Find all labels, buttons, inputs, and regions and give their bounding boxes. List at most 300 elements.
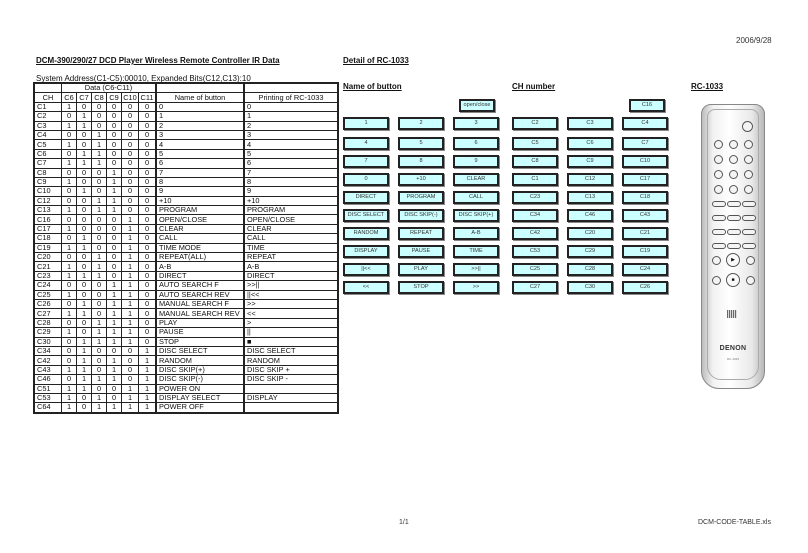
printing-cell: 9 [244,187,338,196]
remote-oval-key-icon [727,201,741,207]
remote-oval-key-icon [712,201,726,207]
bit-cell: 0 [62,356,77,365]
printing-cell [244,403,338,413]
ch-cell: C53 [34,393,62,402]
printing-cell: 7 [244,168,338,177]
printing-cell: >>|| [244,281,338,290]
bit-cell: 1 [122,384,139,393]
table-row [34,346,338,355]
ch-number-box: C26 [622,281,668,294]
bit-cell: 1 [92,253,107,262]
button-name-box: REPEAT [398,227,444,240]
remote-key-icon [714,170,723,179]
button-name-cell: 0 [156,102,244,111]
table-row [34,365,338,374]
remote-skip-back-icon [712,256,721,265]
remote-key-icon [744,155,753,164]
bit-cell: 0 [139,187,157,196]
button-name-box: << [343,281,389,294]
bit-cell: 1 [139,403,157,413]
bit-cell: 0 [92,243,107,252]
ch-cell: C13 [34,206,62,215]
ch-number-box: C27 [512,281,558,294]
bit-cell: 1 [62,271,77,280]
ch-number-box: C6 [567,137,613,150]
ch-number-box: C23 [512,191,558,204]
bit-cell: 1 [122,234,139,243]
bit-cell: 1 [62,262,77,271]
bit-cell: 1 [139,375,157,384]
table-row [34,328,338,337]
bit-cell: 0 [139,262,157,271]
bit-cell: 1 [77,243,92,252]
table-row [34,121,338,130]
bit-cell: 0 [77,262,92,271]
remote-control-image [701,104,765,389]
bit-cell: 1 [92,393,107,402]
bit-cell: 1 [77,271,92,280]
bit-cell: 1 [62,159,77,168]
bit-cell: 1 [107,337,122,346]
table-row [34,403,338,413]
bit-cell: 0 [92,281,107,290]
table-row [34,290,338,299]
ch-cell: C30 [34,337,62,346]
button-name-cell: STOP [156,337,244,346]
bit-cell: 1 [62,121,77,130]
ch-number-box: C12 [567,173,613,186]
bit-cell: 0 [62,253,77,262]
printing-cell: 3 [244,130,338,139]
bit-cell: 0 [92,234,107,243]
page-number: 1/1 [399,519,409,526]
printing-cell: > [244,318,338,327]
printing-cell: DISC SKIP - [244,375,338,384]
bit-cell: 0 [92,224,107,233]
compact-disc-logo-icon [727,310,737,318]
ch-number-box: C21 [622,227,668,240]
bit-cell: 1 [62,384,77,393]
ch-cell: C51 [34,384,62,393]
remote-key-icon [714,155,723,164]
button-name-cell: DISPLAY SELECT [156,393,244,402]
button-name-box: RANDOM [343,227,389,240]
printing-cell: ||<< [244,290,338,299]
bit-cell: 0 [92,365,107,374]
button-name-cell: 7 [156,168,244,177]
button-name-cell: 5 [156,149,244,158]
bit-cell: 1 [122,393,139,402]
bit-cell: 1 [122,290,139,299]
printing-cell: 5 [244,149,338,158]
ch-cell: C18 [34,234,62,243]
button-name-box: STOP [398,281,444,294]
table-row [34,177,338,186]
printing-cell: DIRECT [244,271,338,280]
ch-number-box: C34 [512,209,558,222]
empty-header-cell [156,83,244,93]
bit-cell: 0 [92,168,107,177]
bit-cell: 0 [77,140,92,149]
ch-cell: C17 [34,224,62,233]
bit-cell: 1 [107,281,122,290]
button-name-box: ||<< [343,263,389,276]
button-name-box: TIME [453,245,499,258]
remote-key-icon [714,140,723,149]
bit-cell: 1 [122,281,139,290]
bit-cell: 0 [77,196,92,205]
printing-cell: DISC SKIP + [244,365,338,374]
bit-cell: 1 [62,206,77,215]
printing-cell: CLEAR [244,224,338,233]
ch-number-box: C30 [567,281,613,294]
bit-cell: 0 [139,234,157,243]
bit-cell: 0 [122,140,139,149]
bit-cell: 0 [139,337,157,346]
table-row [34,393,338,402]
bit-cell: 1 [77,337,92,346]
ch-cell: C29 [34,328,62,337]
bit-cell: 0 [139,328,157,337]
bit-cell: 0 [122,365,139,374]
remote-play-icon: ▶ [726,253,740,267]
bit-cell: 1 [77,299,92,308]
bit-cell: 0 [92,215,107,224]
table-row [34,215,338,224]
ch-cell: C26 [34,299,62,308]
bit-cell: 0 [77,130,92,139]
bit-cell: 0 [77,393,92,402]
ch-cell: C4 [34,130,62,139]
bit-cell: 0 [139,253,157,262]
button-name-cell: POWER OFF [156,403,244,413]
bit-cell: 0 [139,318,157,327]
ch-number-box: C24 [622,263,668,276]
bit-cell: 0 [62,112,77,121]
bit-cell: 1 [122,271,139,280]
col-header-c11: C11 [139,93,157,102]
ch-number-box: C29 [567,245,613,258]
bit-cell: 1 [92,318,107,327]
ch-number-box: C42 [512,227,558,240]
table-row [34,375,338,384]
ch-cell: C27 [34,309,62,318]
bit-cell: 1 [107,375,122,384]
button-name-box: >>|| [453,263,499,276]
button-name-box: DISC SELECT [343,209,389,222]
bit-cell: 0 [122,149,139,158]
bit-cell: 0 [107,130,122,139]
bit-cell: 0 [77,177,92,186]
bit-cell: 1 [122,403,139,413]
bit-cell: 0 [122,346,139,355]
table-row [34,318,338,327]
bit-cell: 1 [122,309,139,318]
bit-cell: 1 [62,403,77,413]
ch-number-box: C28 [567,263,613,276]
button-name-cell: PROGRAM [156,206,244,215]
bit-cell: 0 [62,196,77,205]
button-name-box: DISC SKIP(+) [453,209,499,222]
remote-key-icon [729,155,738,164]
bit-cell: 1 [77,112,92,121]
bit-cell: 0 [77,328,92,337]
ch-number-box: C2 [512,117,558,130]
bit-cell: 1 [107,206,122,215]
printing-cell: CALL [244,234,338,243]
bit-cell: 0 [92,121,107,130]
table-row [34,309,338,318]
bit-cell: 1 [77,384,92,393]
bit-cell: 0 [122,112,139,121]
bit-cell: 1 [92,159,107,168]
bit-cell: 0 [107,140,122,149]
bit-cell: 0 [139,196,157,205]
bit-cell: 0 [107,253,122,262]
bit-cell: 0 [139,130,157,139]
bit-cell: 1 [122,215,139,224]
bit-cell: 1 [92,375,107,384]
bit-cell: 0 [139,102,157,111]
remote-oval-key-icon [742,243,756,249]
table-row [34,262,338,271]
remote-open-close-icon [742,121,753,132]
bit-cell: 1 [92,328,107,337]
bit-cell: 0 [107,224,122,233]
table-row [34,140,338,149]
printing-cell: PROGRAM [244,206,338,215]
bit-cell: 1 [107,168,122,177]
button-name-cell: REPEAT(ALL) [156,253,244,262]
ch-cell: C19 [34,243,62,252]
button-name-box: +10 [398,173,444,186]
remote-model: RC-1033 [726,357,739,361]
bit-cell: 1 [92,149,107,158]
bit-cell: 1 [107,290,122,299]
remote-oval-key-icon [727,215,741,221]
printing-cell: || [244,328,338,337]
printing-cell: A-B [244,262,338,271]
button-name-cell: POWER ON [156,384,244,393]
ch-number-box: C46 [567,209,613,222]
bit-cell: 0 [139,121,157,130]
table-row [34,187,338,196]
ch-number-box: C18 [622,191,668,204]
ch-cell: C24 [34,281,62,290]
remote-oval-key-icon [742,201,756,207]
printing-cell [244,384,338,393]
printing-cell: +10 [244,196,338,205]
bit-cell: 1 [62,243,77,252]
bit-cell: 1 [62,177,77,186]
document-title: DCM-390/290/27 DCD Player Wireless Remote Controller IR Data [36,56,280,65]
button-name-cell: 4 [156,140,244,149]
bit-cell: 1 [122,224,139,233]
bit-cell: 0 [92,112,107,121]
system-address-note: System Address(C1-C5):00010, Expanded Bits(C12,C13):10 [36,74,251,83]
table-row [34,299,338,308]
remote-stop-icon: ■ [726,273,740,287]
bit-cell: 0 [92,356,107,365]
bit-cell: 1 [77,346,92,355]
remote-brand: DENON [719,345,747,352]
bit-cell: 1 [107,187,122,196]
bit-cell: 1 [92,337,107,346]
ch-number-box: C25 [512,263,558,276]
col-header-c7: C7 [77,93,92,102]
bit-cell: 0 [107,215,122,224]
bit-cell: 0 [139,299,157,308]
bit-cell: 1 [77,234,92,243]
button-name-cell: DISC SKIP(+) [156,365,244,374]
ir-data-table [33,82,339,414]
button-name-cell: PLAY [156,318,244,327]
bit-cell: 1 [92,196,107,205]
button-name-box: 4 [343,137,389,150]
bit-cell: 0 [139,140,157,149]
bit-cell: 0 [62,375,77,384]
bit-cell: 1 [62,102,77,111]
bit-cell: 0 [139,243,157,252]
ch-cell: C43 [34,365,62,374]
button-name-cell: 6 [156,159,244,168]
button-name-cell: 9 [156,187,244,196]
remote-rewind-icon [712,276,721,285]
bit-cell: 1 [62,309,77,318]
remote-key-icon [729,185,738,194]
printing-cell: 6 [244,159,338,168]
col-header-c9: C9 [107,93,122,102]
bit-cell: 0 [122,206,139,215]
bit-cell: 1 [107,309,122,318]
table-row [34,224,338,233]
name-of-button-heading: Name of button [343,82,402,91]
printing-cell: DISPLAY [244,393,338,402]
bit-cell: 0 [77,206,92,215]
button-name-box: PROGRAM [398,191,444,204]
remote-skip-forward-icon [746,256,755,265]
table-row [34,168,338,177]
table-row [34,196,338,205]
bit-cell: 1 [77,309,92,318]
button-name-cell: PAUSE [156,328,244,337]
bit-cell: 1 [92,140,107,149]
button-name-box: PAUSE [398,245,444,258]
bit-cell: 0 [107,346,122,355]
ch-cell: C21 [34,262,62,271]
ch-number-box: C10 [622,155,668,168]
table-row [34,159,338,168]
bit-cell: 1 [77,149,92,158]
bit-cell: 1 [92,206,107,215]
printing-cell: RANDOM [244,356,338,365]
remote-key-icon [714,185,723,194]
bit-cell: 1 [122,299,139,308]
remote-oval-key-icon [712,229,726,235]
printing-cell: OPEN/CLOSE [244,215,338,224]
bit-cell: 0 [122,102,139,111]
bit-cell: 1 [77,159,92,168]
bit-cell: 0 [77,318,92,327]
bit-cell: 0 [107,393,122,402]
bit-cell: 1 [139,346,157,355]
button-name-box: 3 [453,117,499,130]
bit-cell: 0 [122,159,139,168]
ch-cell: C42 [34,356,62,365]
bit-cell: 0 [107,384,122,393]
col-header-c8: C8 [92,93,107,102]
ch-number-box: C53 [512,245,558,258]
bit-cell: 1 [107,403,122,413]
bit-cell: 0 [62,337,77,346]
bit-cell: 0 [107,112,122,121]
bit-cell: 0 [122,130,139,139]
bit-cell: 1 [107,356,122,365]
bit-cell: 1 [107,196,122,205]
col-header-ch: CH [34,93,62,102]
bit-cell: 0 [139,290,157,299]
bit-cell: 0 [107,262,122,271]
button-name-box: CALL [453,191,499,204]
bit-cell: 0 [77,403,92,413]
bit-cell: 0 [92,187,107,196]
bit-cell: 0 [77,290,92,299]
table-header-row [34,93,338,102]
bit-cell: 1 [122,253,139,262]
bit-cell: 0 [92,346,107,355]
bit-cell: 1 [122,318,139,327]
button-name-box: 6 [453,137,499,150]
bit-cell: 0 [92,384,107,393]
bit-cell: 0 [107,149,122,158]
bit-cell: 0 [62,130,77,139]
button-name-cell: DISC SELECT [156,346,244,355]
ch-cell: C9 [34,177,62,186]
bit-cell: 0 [139,215,157,224]
bit-cell: 1 [62,393,77,402]
bit-cell: 0 [62,168,77,177]
printing-cell: DISC SELECT [244,346,338,355]
bit-cell: 0 [62,234,77,243]
button-name-box: 7 [343,155,389,168]
printing-cell: ■ [244,337,338,346]
button-name-cell: DISC SKIP(-) [156,375,244,384]
data-group-header: Data (C6-C11) [62,83,157,93]
bit-cell: 1 [92,271,107,280]
bit-cell: 0 [92,177,107,186]
button-name-box: 0 [343,173,389,186]
ch-cell: C10 [34,187,62,196]
button-name-box: A-B [453,227,499,240]
button-name-cell: 1 [156,112,244,121]
bit-cell: 1 [107,177,122,186]
table-row [34,130,338,139]
ch-cell: C3 [34,121,62,130]
remote-key-icon [744,140,753,149]
button-name-cell: A-B [156,262,244,271]
bit-cell: 1 [139,384,157,393]
ch-number-box: C20 [567,227,613,240]
button-name-box: 9 [453,155,499,168]
button-name-box: 1 [343,117,389,130]
bit-cell: 0 [122,121,139,130]
bit-cell: 1 [122,262,139,271]
ch-cell: C5 [34,140,62,149]
button-name-cell: TIME MODE [156,243,244,252]
bit-cell: 0 [62,299,77,308]
ch-cell: C25 [34,290,62,299]
ch-number-box: C8 [512,155,558,168]
